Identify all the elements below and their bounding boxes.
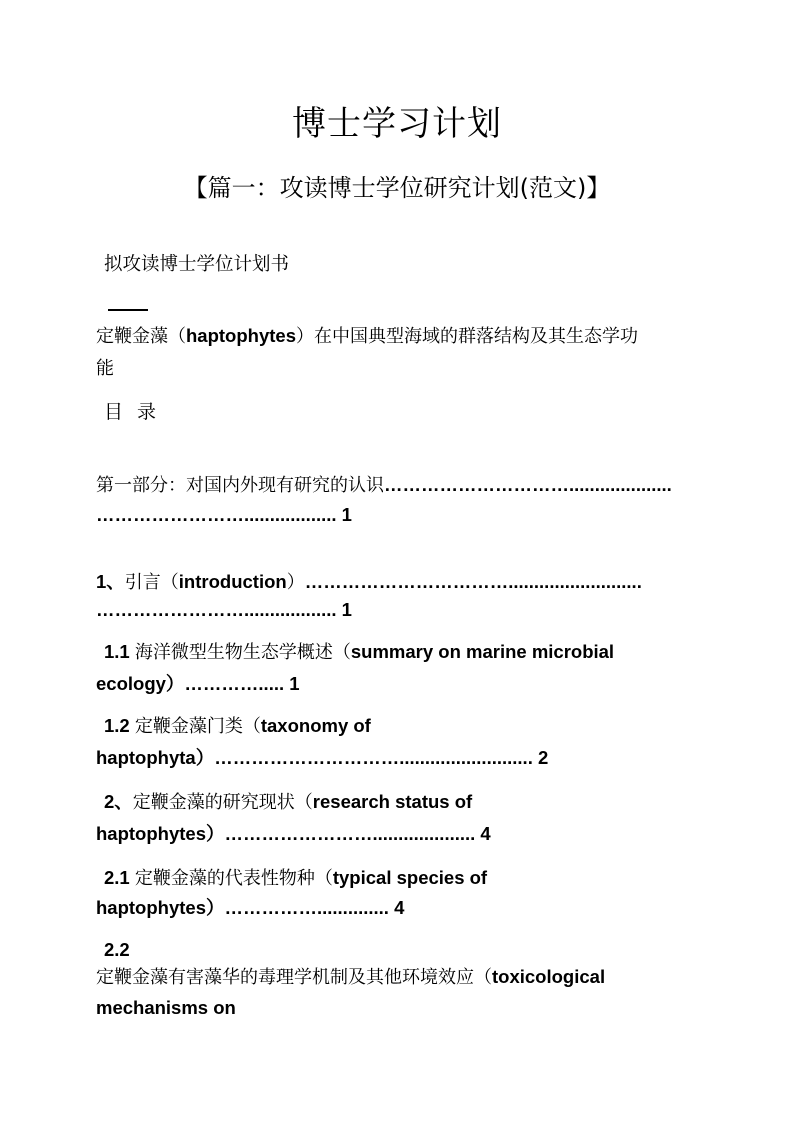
topic-en: haptophytes [186,325,296,346]
toc-entry-number: 2.1 [104,867,135,888]
toc-entry-part1-page: …………………….................. 1 [96,504,352,525]
toc-entry-text: 定鞭金藻的代表性物种（ [134,868,333,889]
toc-entry-en: introduction [178,571,287,592]
toc-entry-text: 定鞭金藻门类（ [134,716,261,737]
toc-entry-2 [104,786,714,819]
toc-entry-2-1 [104,862,714,895]
page-title: 博士学习计划 [292,104,502,144]
toc-entry-text: ） [286,572,305,593]
toc-entry-text: 海洋微型生物生态学概述（ [134,642,351,663]
toc-entry-2-2-number: 2.2 [104,939,130,960]
toc-entry-2-1-page: haptophytes）…………….............. 4 [96,897,405,918]
topic-line-1 [96,320,706,353]
section-subtitle: 【篇一：攻读博士学位研究计划(范文)】 [183,174,611,202]
plan-title: 拟攻读博士学位计划书 [104,254,290,275]
toc-entry-1-page: …………………….................. 1 [96,599,352,620]
toc-heading: 目 录 [104,401,161,423]
toc-entry-en: taxonomy of [260,715,371,736]
toc-entry-2-2-cont: mechanisms on [96,997,236,1018]
toc-entry-en: summary on marine microbial [350,641,615,662]
toc-entry-1-1 [104,636,714,669]
topic-line-2 [96,352,706,385]
toc-entry-1-2-page: haptophyta）………………………….......................... 2 [96,747,549,768]
topic-cn-a: 定鞭金藻（ [96,326,186,347]
toc-entry-2-2 [96,961,706,994]
toc-entry-text: 引言（ [124,572,179,593]
toc-entry-text: 定鞭金藻的研究现状（ [132,792,313,813]
toc-entry-1-1-page: ecology）…………..... 1 [96,673,300,694]
toc-leader: ………………………….................... [384,474,672,495]
separator-dash [108,309,148,311]
toc-entry-en: research status of [312,791,473,812]
toc-entry-en: toxicological [492,966,606,987]
topic-cn-end: 能 [96,358,114,379]
toc-entry-en: typical species of [332,867,488,888]
toc-entry-1-2 [104,710,714,743]
toc-entry-number: 1.1 [104,641,135,662]
toc-entry-text: 第一部分：对国内外现有研究的认识 [96,475,384,496]
toc-entry-2-page: haptophytes）…………………….................... 4 [96,823,491,844]
toc-entry-number: 1.2 [104,715,135,736]
toc-entry-number: 2、 [104,791,133,812]
toc-leader: …………………………….......................... [304,571,642,592]
toc-entry-part1 [96,469,706,502]
toc-entry-text: 定鞭金藻有害藻华的毒理学机制及其他环境效应（ [96,967,492,988]
toc-entry-number: 1、 [96,571,125,592]
topic-cn-b: ）在中国典型海域的群落结构及其生态学功 [295,326,638,347]
